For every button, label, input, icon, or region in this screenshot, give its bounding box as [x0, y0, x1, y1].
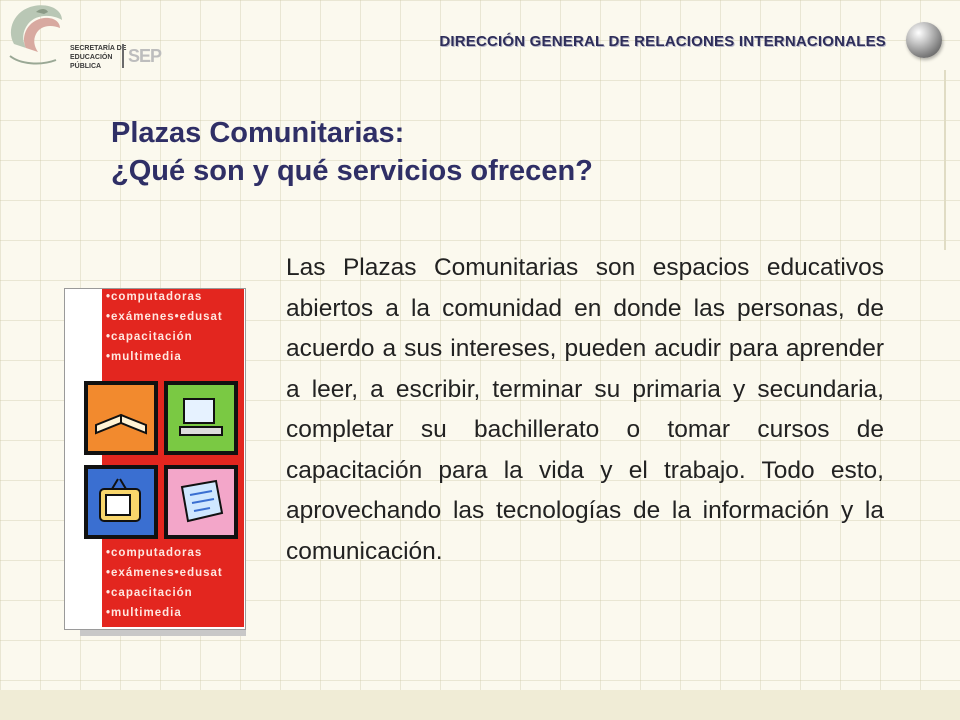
- newspaper-icon: [164, 465, 238, 539]
- sep-mark: SEP: [122, 44, 161, 68]
- page-title: [111, 114, 593, 190]
- header-title: DIRECCIÓN GENERAL DE RELACIONES INTERNACIONALES: [439, 33, 886, 50]
- right-rule: [944, 70, 946, 250]
- title-line-2: ¿Qué son y qué servicios ofrecen?: [111, 155, 593, 187]
- sphere-icon: [906, 22, 942, 58]
- bottom-band: [0, 690, 960, 720]
- poster-red-strip: [102, 289, 244, 627]
- poster-word: •exámenes•edusat: [106, 311, 223, 323]
- sep-logo: [0, 0, 160, 78]
- computer-icon: [164, 381, 238, 455]
- plazas-poster-image: [64, 288, 246, 636]
- poster-word: •computadoras: [106, 291, 203, 303]
- poster-word: •multimedia: [106, 351, 182, 363]
- poster-word: •exámenes•edusat: [106, 567, 223, 579]
- television-icon: [84, 465, 158, 539]
- poster-word: •computadoras: [106, 547, 203, 559]
- body-paragraph: Las Plazas Comunitarias son espacios educativos abiertos a la comunidad en donde las personas, de acuerdo a sus intereses, pueden acudir para aprender a leer, a escribir, terminar su primaria y secundaria, completar su bachillerato o tomar cursos de capacitación para la vida y el trabajo. Todo esto, aprovechando las tecnologías de la información y la comunicación.: [286, 254, 884, 565]
- poster-word: •capacitación: [106, 587, 193, 599]
- poster-word: •multimedia: [106, 607, 182, 619]
- logo-text: SECRETARÍA DE EDUCACIÓN PÚBLICA: [70, 45, 127, 70]
- title-line-1: Plazas Comunitarias:: [111, 117, 405, 149]
- poster-word: •capacitación: [106, 331, 193, 343]
- book-icon: [84, 381, 158, 455]
